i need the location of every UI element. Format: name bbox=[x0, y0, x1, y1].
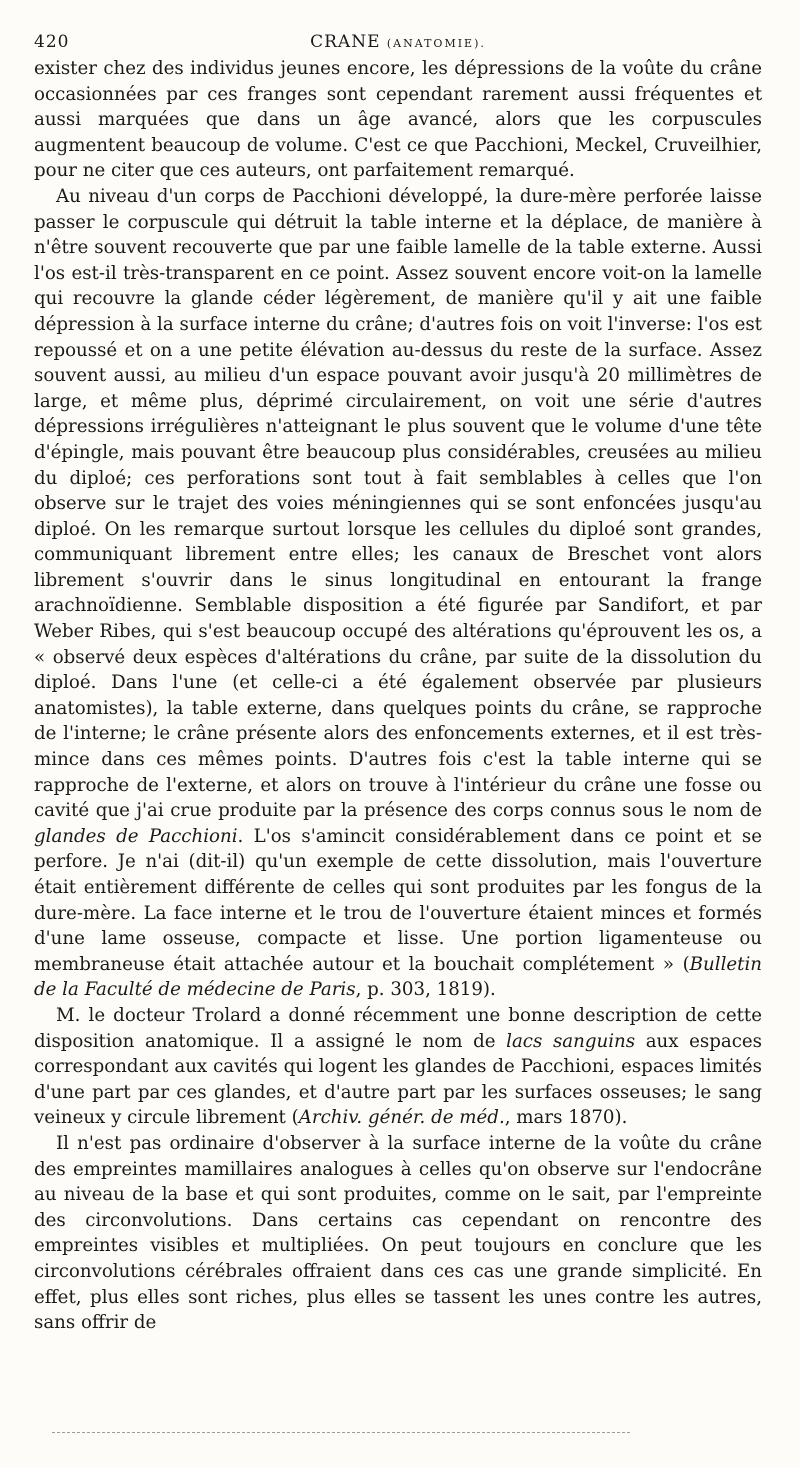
text-run: , mars 1870). bbox=[504, 1107, 628, 1129]
footer-rule bbox=[52, 1432, 630, 1433]
paragraph bbox=[34, 1131, 762, 1336]
running-title bbox=[34, 32, 762, 52]
running-head bbox=[34, 26, 762, 56]
italic-run: Bulletin de la Faculté de médecine de Paris bbox=[34, 953, 762, 1001]
text-run: exister chez des individus jeunes encore, les dépressions de la voûte du crâne occasionnées par ces franges sont cependant rarement aussi fréquentes et aussi marquées que dans un âge avancé, alors que les corpuscules augmentent beaucoup de volume. C'est ce que Pacchioni, Meckel, Cruveilhier, pour ne citer que ces auteurs, ont parfaitement remarqué. bbox=[34, 58, 762, 182]
text-run: , p. 303, 1819). bbox=[355, 979, 496, 1001]
running-title-main: CRANE bbox=[310, 32, 381, 52]
text-run: . L'os s'amincit considérablement dans ce point et se perfore. Je n'ai (dit-il) qu'un exemple de cette dissolution, mais l'ouverture était entièrement différente de celles qui sont produites par les fongus de la dure-mère. La face interne et le trou de l'ouverture étaient minces et formés d'une lame osseuse, compacte et lisse. Une portion ligamenteuse ou membraneuse était attachée autour et la bouchait complétement » ( bbox=[34, 825, 763, 975]
text-run: aux espaces correspondant aux cavités qui logent les glandes de Pacchioni, espaces limités d'une part par ces glandes, et d'autre part par les surfaces osseuses; le sang veineux y circule librement ( bbox=[34, 1030, 762, 1129]
text-run: Au niveau d'un corps de Pacchioni développé, la dure-mère perforée laisse passer le corpuscule qui détruit la table interne et la déplace, de manière à n'être souvent recouverte que par une faible lamelle de la table externe. Aussi l'os est-il très-transparent en ce point. Assez souvent encore voit-on la lamelle qui recouvre la glande céder légèrement, de manière qu'il y ait une faible dépression à la surface interne du crâne; d'autres fois on voit l'inverse: l'os est repoussé et on a une petite élévation au-dessus du reste de la surface. Assez souvent aussi, au milieu d'un espace pouvant avoir jusqu'à 20 millimètres de large, et même plus, déprimé circulairement, on voit une série d'autres dépressions irrégulières n'atteignant le plus souvent que le volume d'une tête d'épingle, mais pouvant être beaucoup plus considérables, creusées au milieu du diploé; ces perforations sont tout à fait semblables à celles que l'on observe sur le trajet des voies méningiennes qui se sont enfoncées jusqu'au diploé. On les remarque surtout lorsque les cellules du diploé sont grandes, communiquant librement entre elles; les canaux de Breschet vont alors librement s'ouvrir dans le sinus longitudinal en entourant la frange arachnoïdienne. Semblable disposition a été figurée par Sandifort, et par Weber Ribes, qui s'est beaucoup occupé des altérations qu'éprouvent les os, a « observé deux espèces d'altérations du crâne, par suite de la dissolution du diploé. Dans l'une (et celle-ci a été également observée par plusieurs anatomistes), la table externe, dans quelques points du crâne, se rapproche de l'interne; le crâne présente alors des enfoncements externes, et il est très-mince dans ces mêmes points. D'autres fois c'est la table interne qui se rapproche de l'externe, et alors on trouve à l'intérieur du crâne une fosse ou cavité que j'ai crue produite par la présence des corps connus sous le nom de bbox=[34, 185, 762, 822]
page-number: 420 bbox=[34, 32, 70, 52]
paragraph bbox=[34, 56, 762, 184]
italic-run: glandes de Pacchioni bbox=[34, 825, 238, 847]
paragraph bbox=[34, 184, 762, 1003]
running-title-sub: (ANATOMIE). bbox=[386, 37, 486, 50]
italic-run: lacs sanguins bbox=[506, 1030, 636, 1052]
italic-run: Archiv. génér. de méd. bbox=[298, 1107, 505, 1129]
paragraph bbox=[34, 1003, 762, 1131]
text-run: M. le docteur Trolard a donné récemment une bonne description de cette disposition anatomique. Il a assigné le nom de bbox=[34, 1004, 762, 1052]
body-text bbox=[34, 56, 762, 1336]
text-run: Il n'est pas ordinaire d'observer à la surface interne de la voûte du crâne des empreintes mamillaires analogues à celles qu'on observe sur l'endocrâne au niveau de la base et qui sont produites, comme on le sait, par l'empreinte des circonvolutions. Dans certains cas cependant on rencontre des empreintes visibles et multipliées. On peut toujours en conclure que les circonvolutions cérébrales offraient dans ces cas une grande simplicité. En effet, plus elles sont riches, plus elles se tassent les unes contre les autres, sans offrir de bbox=[34, 1132, 762, 1334]
